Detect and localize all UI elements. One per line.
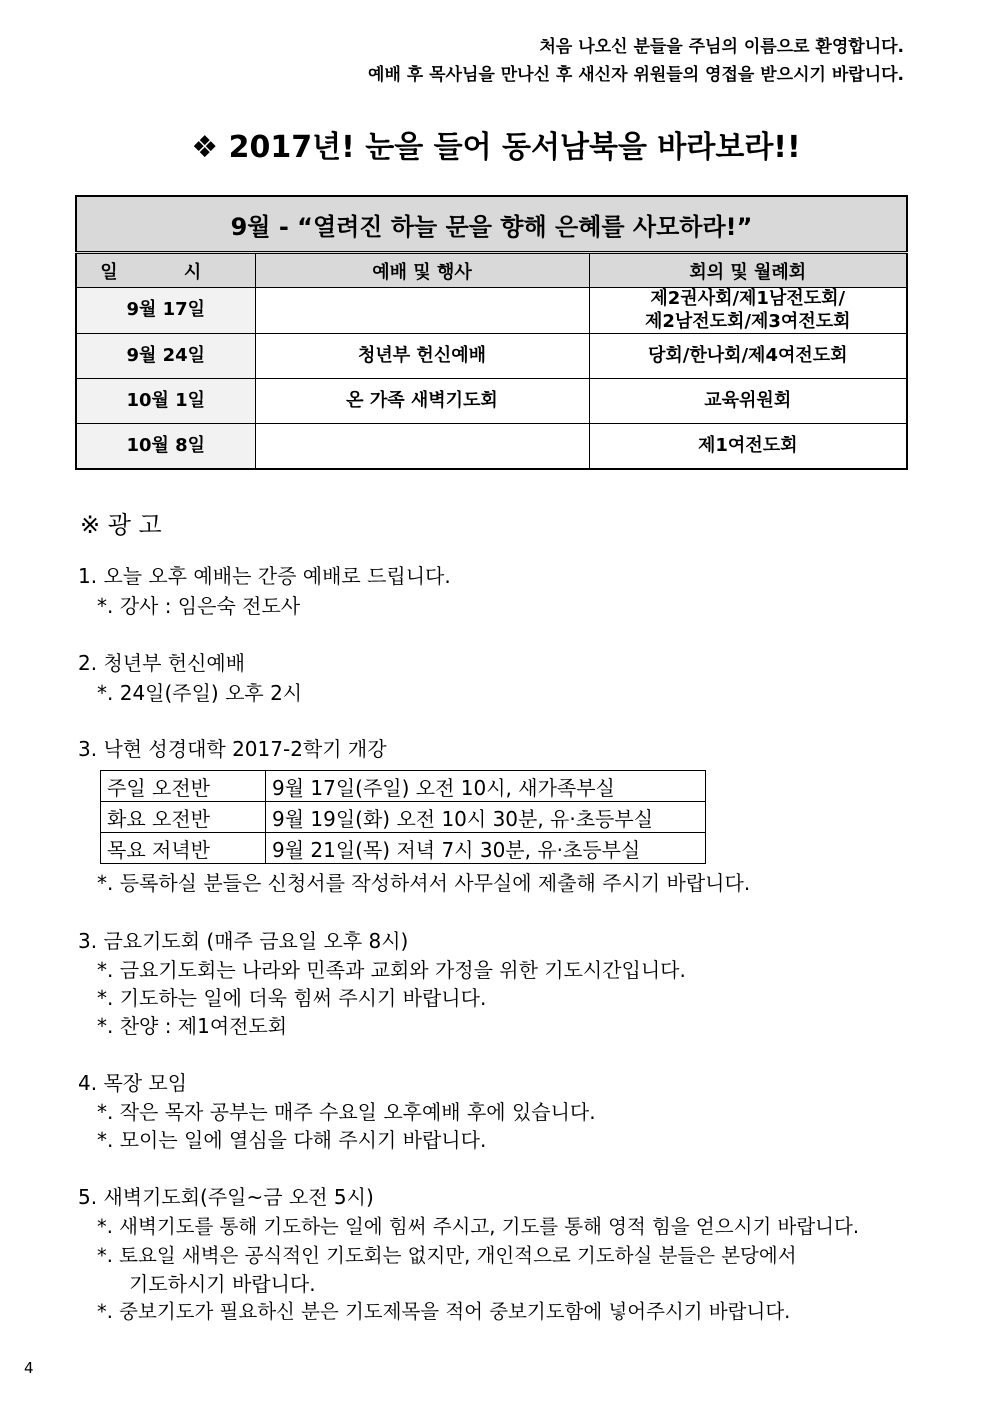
announcement-4-detail: *. 기도하는 일에 더욱 힘써 주시기 바랍니다. <box>97 986 487 1010</box>
announcement-6-heading: 5. 새벽기도회(주일~금 오전 5시) <box>78 1185 374 1209</box>
page-title: ❖ 2017년! 눈을 들어 동서남북을 바라보라!! <box>191 130 801 165</box>
table-row <box>76 288 907 334</box>
table-row <box>76 424 907 470</box>
row-meeting: 제1여전도회 <box>589 424 907 470</box>
table-row <box>76 379 907 424</box>
announcement-6-detail: *. 중보기도가 필요하신 분은 기도제목을 적어 중보기도함에 넣어주시기 바랍니다. <box>97 1300 791 1323</box>
header-date: 일 시 <box>76 253 255 288</box>
course-schedule-table <box>100 770 706 864</box>
row-meeting: 교육위원회 <box>589 379 907 424</box>
course-class: 목요 저녁반 <box>101 833 266 864</box>
announcement-5-detail: *. 작은 목자 공부는 매주 수요일 오후예배 후에 있습니다. <box>97 1100 596 1124</box>
header-meeting: 회의 및 월례회 <box>589 253 907 288</box>
announcement-5-detail: *. 모이는 일에 열심을 다해 주시기 바랍니다. <box>97 1128 487 1152</box>
announcement-4-detail: *. 금요기도회는 나라와 민족과 교회와 가정을 위한 기도시간입니다. <box>97 958 686 982</box>
row-meeting <box>589 288 907 334</box>
announcement-1-heading: 1. 오늘 오후 예배는 간증 예배로 드립니다. <box>78 564 451 588</box>
announcements-title: ※ 광 고 <box>80 511 162 539</box>
row-date: 10월 1일 <box>76 379 255 424</box>
announcement-3-heading: 3. 낙현 성경대학 2017-2학기 개강 <box>78 737 387 761</box>
header-worship-event: 예배 및 행사 <box>255 253 589 288</box>
announcement-1-detail: *. 강사 : 임은숙 전도사 <box>97 594 301 618</box>
welcome-line-1: 처음 나오신 분들을 주님의 이름으로 환영합니다. <box>539 37 904 57</box>
announcement-2-heading: 2. 청년부 헌신예배 <box>78 651 246 675</box>
announcement-6-detail: *. 토요일 새벽은 공식적인 기도회는 없지만, 개인적으로 기도하실 분들은 본당에서 <box>97 1244 797 1267</box>
row-date: 9월 17일 <box>76 288 255 334</box>
announcement-3-detail: *. 등록하실 분들은 신청서를 작성하셔서 사무실에 제출해 주시기 바랍니다. <box>97 871 751 895</box>
announcement-6-detail: 기도하시기 바랍니다. <box>129 1272 316 1296</box>
meeting-line: 제2남전도회/제3여전도회 <box>644 310 851 332</box>
row-event <box>255 288 589 334</box>
announcement-2-detail: *. 24일(주일) 오후 2시 <box>97 681 303 705</box>
row-meeting: 당회/한나회/제4여전도회 <box>589 334 907 379</box>
table-row <box>101 833 706 864</box>
course-class: 화요 오전반 <box>101 802 266 833</box>
row-date: 10월 8일 <box>76 424 255 470</box>
table-row <box>101 771 706 802</box>
table-row <box>101 802 706 833</box>
course-time: 9월 17일(주일) 오전 10시, 새가족부실 <box>266 771 706 802</box>
meeting-line: 제2권사회/제1남전도회/ <box>650 288 846 309</box>
announcement-4-detail: *. 찬양 : 제1여전도회 <box>97 1014 288 1038</box>
course-time: 9월 19일(화) 오전 10시 30분, 유·초등부실 <box>266 802 706 833</box>
announcement-6-detail: *. 새벽기도를 통해 기도하는 일에 힘써 주시고, 기도를 통해 영적 힘을 얻으시기 바랍니다. <box>97 1215 860 1238</box>
announcement-4-heading: 3. 금요기도회 (매주 금요일 오후 8시) <box>78 929 409 953</box>
monthly-schedule-table <box>75 195 908 470</box>
row-event: 청년부 헌신예배 <box>255 334 589 379</box>
announcement-5-heading: 4. 목장 모임 <box>78 1071 188 1095</box>
course-class: 주일 오전반 <box>101 771 266 802</box>
row-date: 9월 24일 <box>76 334 255 379</box>
course-time: 9월 21일(목) 저녁 7시 30분, 유·초등부실 <box>266 833 706 864</box>
table-row <box>76 334 907 379</box>
welcome-line-2: 예배 후 목사님을 만나신 후 새신자 위원들의 영접을 받으시기 바랍니다. <box>368 65 904 85</box>
schedule-banner: 9월 - “열려진 하늘 문을 향해 은혜를 사모하라!” <box>76 196 907 253</box>
page-number: 4 <box>24 1359 34 1377</box>
row-event: 온 가족 새벽기도회 <box>255 379 589 424</box>
row-event <box>255 424 589 470</box>
